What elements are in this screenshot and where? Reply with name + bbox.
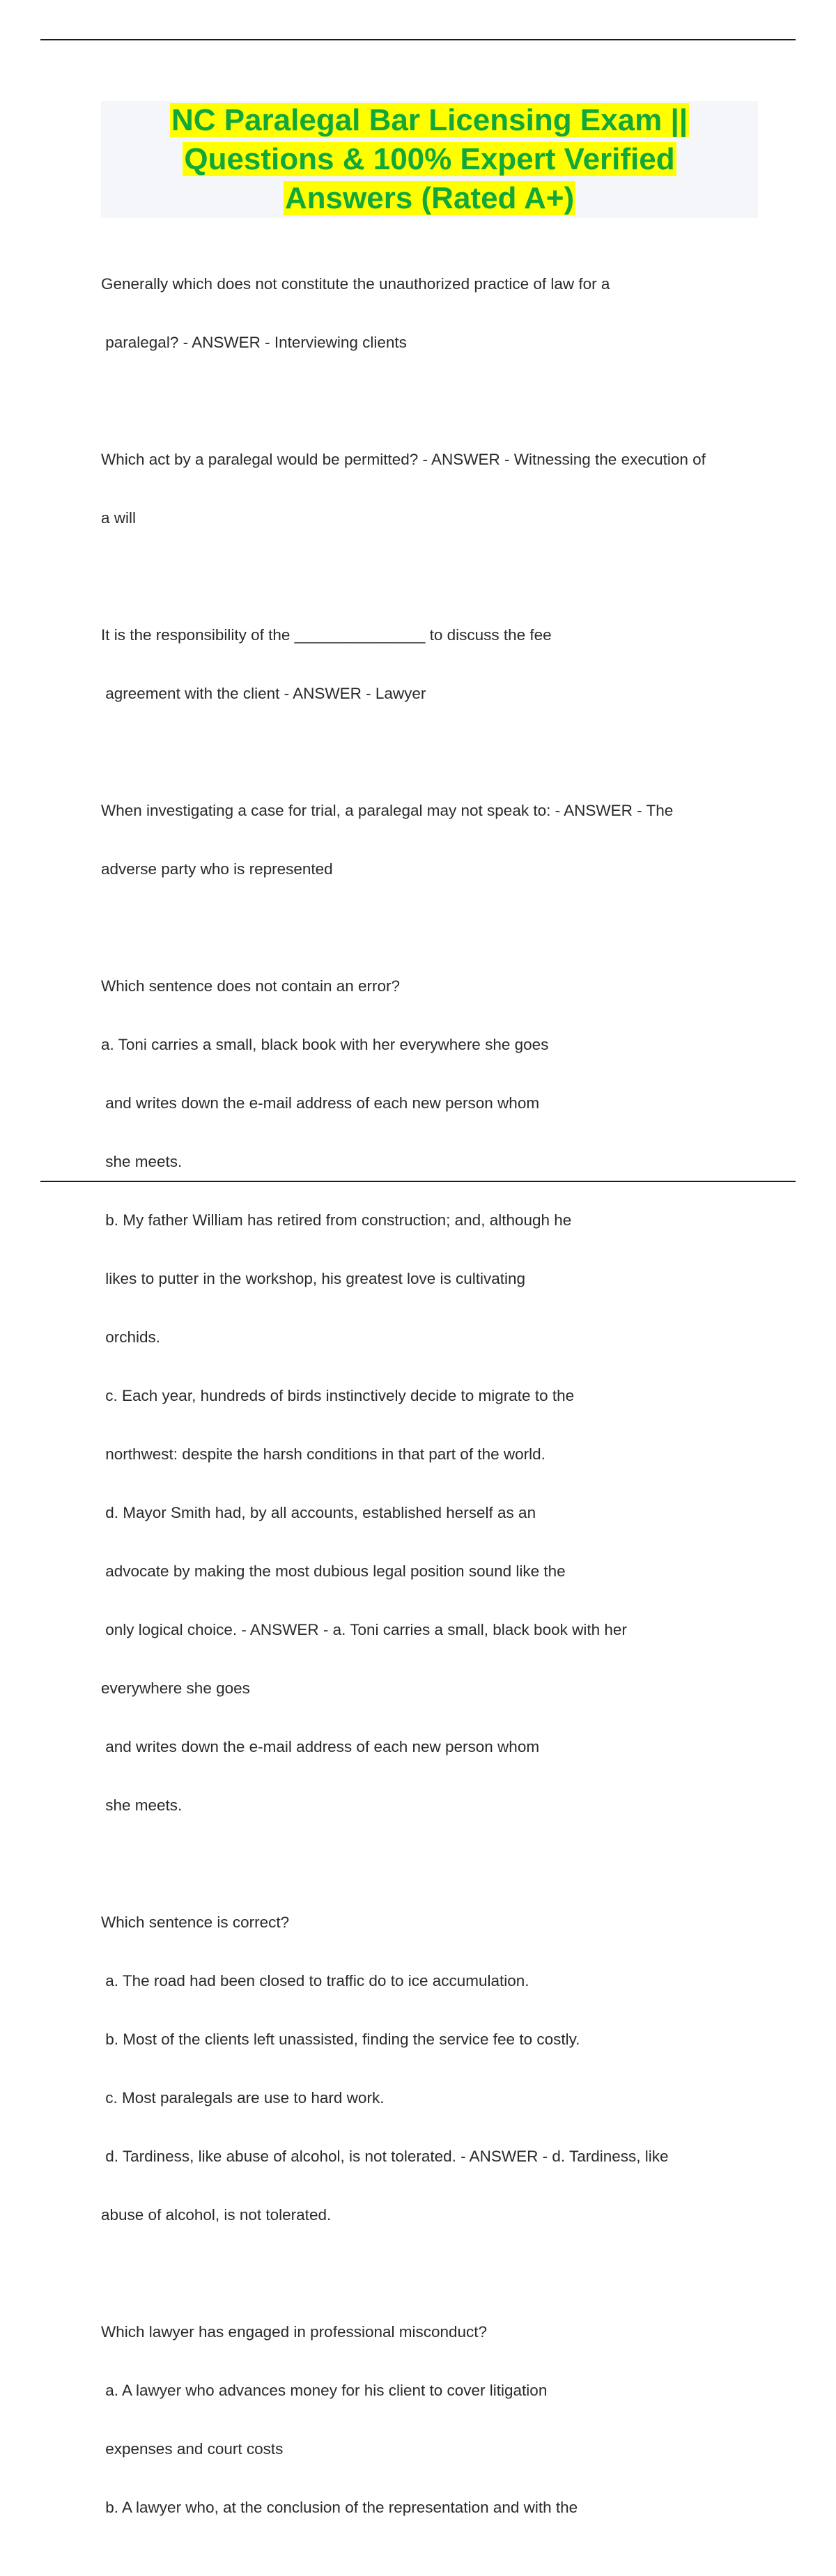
footer-rule (40, 1181, 796, 1182)
text-line: Which lawyer has engaged in professional misconduct? (101, 2323, 488, 2341)
title-box (101, 101, 758, 218)
text-line: a. Toni carries a small, black book with her everywhere she goes (101, 1036, 549, 1053)
text-line: she meets. (101, 1153, 183, 1170)
document-body (101, 235, 758, 2576)
title-line-2: Questions & 100% Expert Verified (184, 142, 675, 176)
title-line-3: Answers (Rated A+) (284, 181, 575, 215)
text-line: orchids. (101, 1328, 161, 1346)
qa-block (101, 411, 758, 567)
qa-block (101, 2283, 758, 2556)
title-line-1: NC Paralegal Bar Licensing Exam || (171, 103, 688, 137)
text-line: paralegal? - ANSWER - Interviewing clients (101, 334, 407, 351)
text-line: and writes down the e-mail address of each new person whom (101, 1094, 540, 1112)
text-line: expenses and court costs (101, 2440, 284, 2458)
text-line: advocate by making the most dubious legal position sound like the (101, 1562, 566, 1580)
text-line: Which sentence is correct? (101, 1914, 290, 1931)
text-line: everywhere she goes (101, 1679, 250, 1697)
qa-block (101, 1874, 758, 2264)
qa-block (101, 587, 758, 743)
text-line: b. A lawyer who, at the conclusion of the representation and with the (101, 2499, 578, 2516)
text-line: d. Tardiness, like abuse of alcohol, is not tolerated. - ANSWER - d. Tardiness, like (101, 2148, 669, 2165)
text-line: c. Each year, hundreds of birds instinctively decide to migrate to the (101, 1387, 575, 1404)
qa-block (101, 762, 758, 918)
document-title (123, 101, 736, 218)
text-line: only logical choice. - ANSWER - a. Toni carries a small, black book with her (101, 1621, 627, 1638)
text-line: Which act by a paralegal would be permitted? - ANSWER - Witnessing the execution of (101, 451, 706, 468)
header-rule (40, 39, 796, 40)
text-line: likes to putter in the workshop, his greatest love is cultivating (101, 1270, 526, 1287)
text-line: and writes down the e-mail address of each new person whom (101, 1738, 540, 1755)
text-line: a. A lawyer who advances money for his client to cover litigation (101, 2382, 548, 2399)
text-line: d. Mayor Smith had, by all accounts, established herself as an (101, 1504, 536, 1521)
text-line: Which sentence does not contain an error? (101, 977, 401, 995)
text-line: It is the responsibility of the _______________ to discuss the fee (101, 626, 552, 644)
text-line: adverse party who is represented (101, 860, 333, 878)
text-line: a will (101, 509, 137, 527)
text-line: b. My father William has retired from construction; and, although he (101, 1211, 572, 1229)
text-line: When investigating a case for trial, a paralegal may not speak to: - ANSWER - The (101, 802, 674, 819)
text-line: a. The road had been closed to traffic do to ice accumulation. (101, 1972, 529, 1989)
qa-block (101, 938, 758, 1854)
text-line: northwest: despite the harsh conditions in that part of the world. (101, 1445, 545, 1463)
text-line: she meets. (101, 1797, 183, 1814)
text-line: abuse of alcohol, is not tolerated. (101, 2206, 332, 2224)
text-line: b. Most of the clients left unassisted, finding the service fee to costly. (101, 2031, 580, 2048)
text-line: Generally which does not constitute the unauthorized practice of law for a (101, 275, 610, 293)
qa-block (101, 235, 758, 391)
text-line: c. Most paralegals are use to hard work. (101, 2089, 385, 2106)
text-line: agreement with the client - ANSWER - Lawyer (101, 685, 426, 702)
